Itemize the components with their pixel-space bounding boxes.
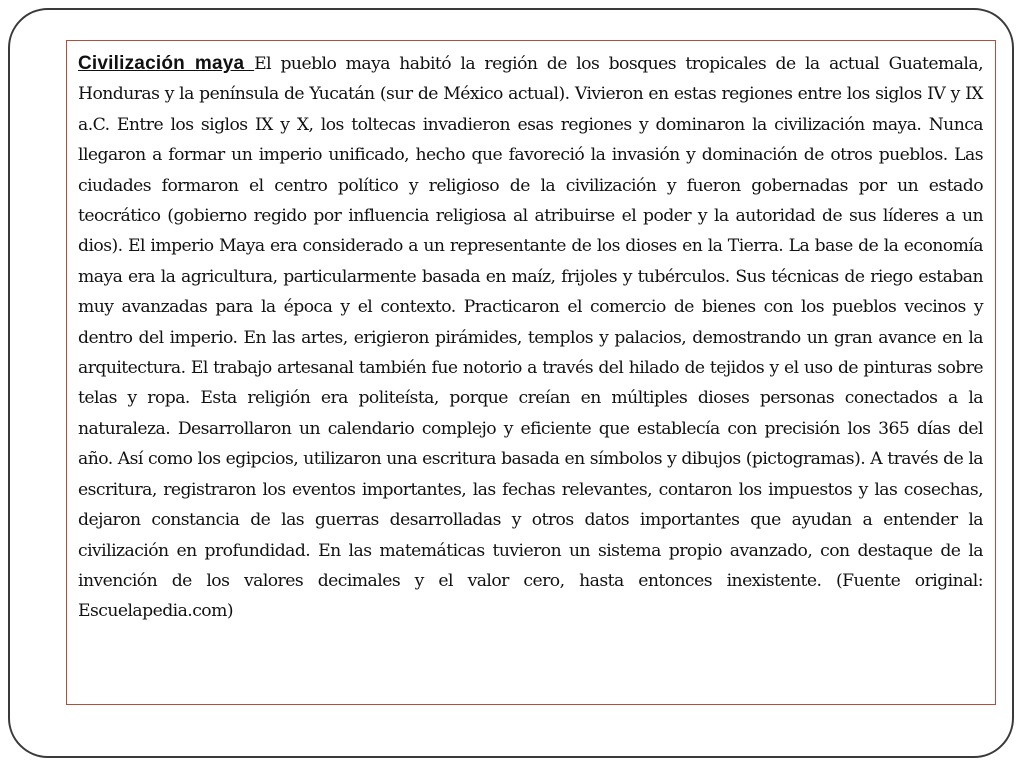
text-box (66, 40, 996, 705)
body-text: El pueblo maya habitó la región de los bosques tropicales de la actual Guatemala, Honduras y la península de Yucatán (sur de México actual). Vivieron en estas regiones entre los siglos IV y IX a.C. Entre los siglos IX y X, los toltecas invadieron esas regiones y dominaron la civilización maya. Nunca llegaron a formar un imperio unificado, hecho que favoreció la invasión y dominación de otros pueblos. Las ciudades formaron el centro político y religioso de la civilización y fueron gobernadas por un estado teocrático (gobierno regido por influencia religiosa al atribuirse el poder y la autoridad de sus líderes a un dios). El imperio Maya era considerado a un representante de los dioses en la Tierra. La base de la economía maya era la agricultura, particularmente basada en maíz, frijoles y tubérculos. Sus técnicas de riego estaban muy avanzadas para la época y el contexto. Practicaron el comercio de bienes con los pueblos vecinos y dentro del imperio. En las artes, erigieron pirámides, templos y palacios, demostrando un gran avance en la arquitectura. El trabajo artesanal también fue notorio a través del hilado de tejidos y el uso de pinturas sobre telas y ropa. Esta religión era politeísta, porque creían en múltiples dioses personas conectados a la naturaleza. Desarrollaron un calendario complejo y eficiente que establecía con precisión los 365 días del año. Así como los egipcios, utilizaron una escritura basada en símbolos y dibujos (pictogramas). A través de la escritura, registraron los eventos importantes, las fechas relevantes, contaron los impuestos y las cosechas, dejaron constancia de las guerras desarrolladas y otros datos importantes que ayudan a entender la civilización en profundidad. En las matemáticas tuvieron un sistema propio avanzado, con destaque de la invención de los valores decimales y el valor cero, hasta entonces inexistente. (Fuente original: Escuelapedia.com) (78, 54, 983, 622)
paragraph (78, 49, 983, 627)
slide-frame (8, 8, 1014, 758)
heading: Civilización maya (78, 53, 255, 74)
